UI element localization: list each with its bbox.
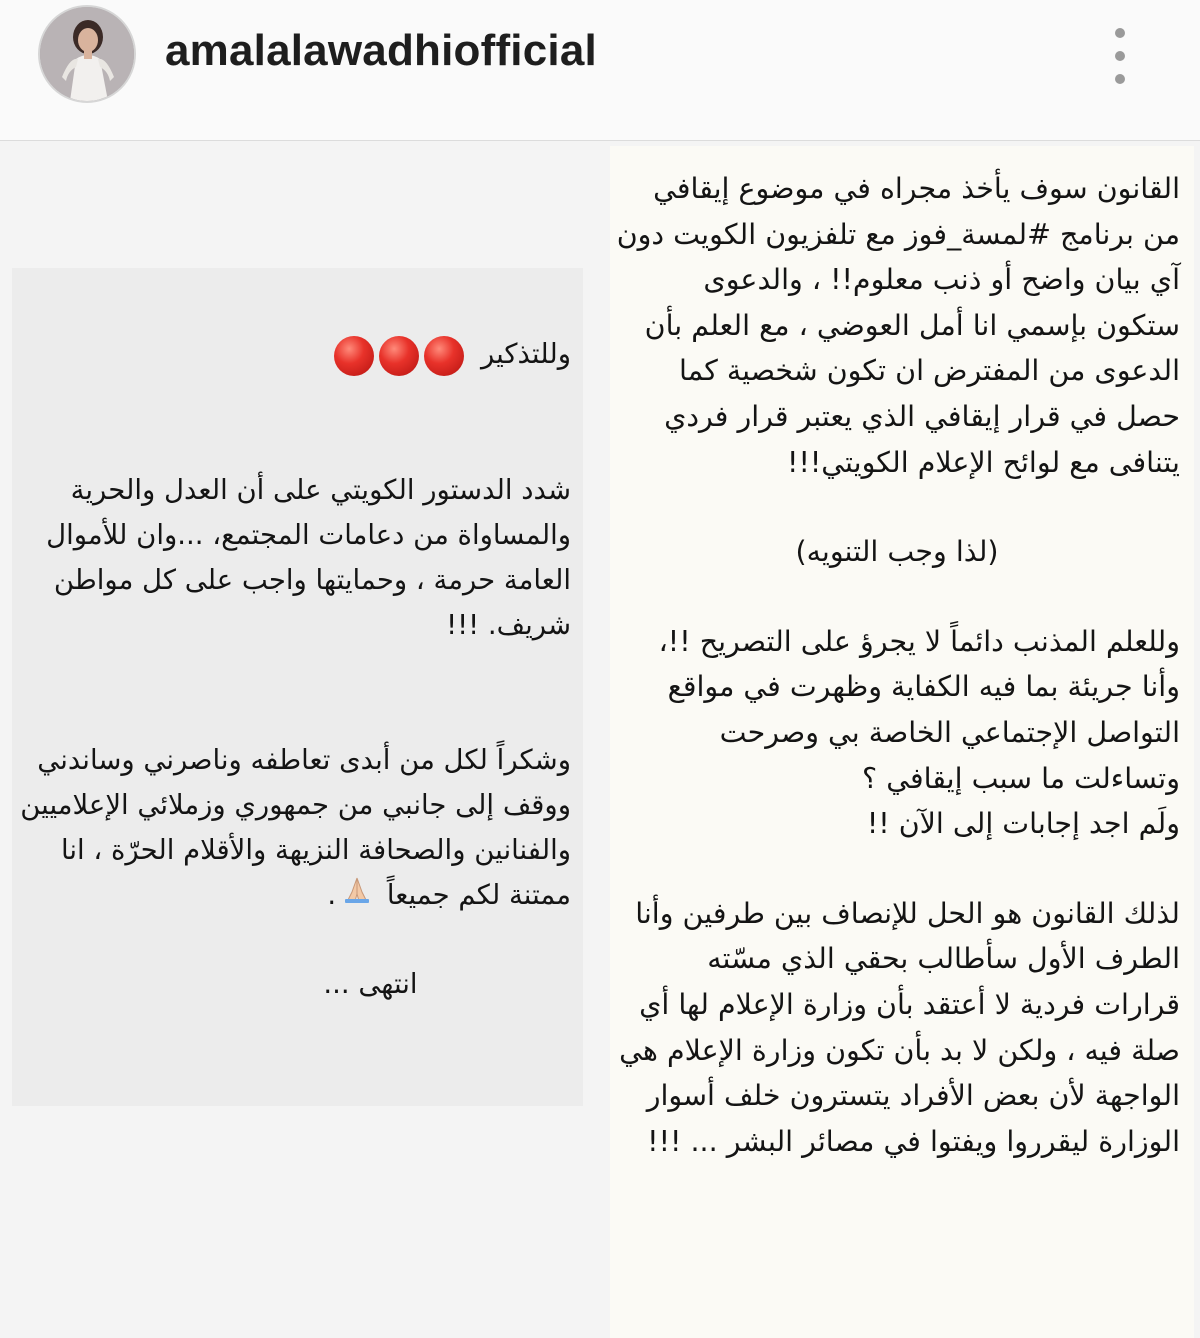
profile-photo-icon (40, 7, 134, 101)
end-text: انتهى ... (323, 968, 418, 1000)
left-note-panel (12, 268, 583, 1106)
constitution-paragraph: شدد الدستور الكويتي على أن العدل والحرية والمساواة من دعامات المجتمع، ...وان للأموال العامة حرمة ، وحمايتها واجب على كل مواطن شريف. !!! (46, 473, 571, 641)
thanks-text: وشكراً لكل من أبدى تعاطفه وناصرني وساندني ووقف إلى جانبي من جمهوري وزملائي الإعلاميين والفنانين والصحافة النزيهة والأقلام الحرّة ، انا ممتنة لكم جميعاً (20, 743, 571, 911)
thanks-paragraph (20, 738, 571, 919)
reminder-line (20, 332, 571, 378)
username[interactable]: amalalawadhiofficial (165, 26, 597, 75)
thanks-end: . (327, 878, 337, 911)
red-circles-icon (329, 333, 464, 378)
courage-paragraph: وللعلم المذنب دائماً لا يجرؤ على التصريح !!، وأنا جريئة بما فيه الكفاية وظهرت في مواقع التواصل الإجتماعي الخاصة بي وصرحت وتساءلت ما سبب إيقافي ؟ (658, 624, 1180, 795)
right-note-panel (610, 146, 1194, 1338)
reminder-label: وللتذكير (480, 338, 571, 370)
profile-avatar[interactable] (38, 5, 136, 103)
more-options-icon[interactable] (1104, 26, 1136, 86)
justice-paragraph: لذلك القانون هو الحل للإنصاف بين طرفين وأنا الطرف الأول سأطالب بحقي الذي مسّته قرارات فردية لا أعتقد بأن وزارة الإعلام لها أي صلة فيه ، ولكن لا بد بأن تكون وزارة الإعلام هي الواجهة لأن بعض الأفراد يتسترون خلف أسوار الوزارة ليقرروا ويفتوا في مصائر البشر ... !!! (619, 896, 1180, 1158)
notice-heading: (لذا وجب التنويه) (795, 535, 999, 569)
post-header (0, 0, 1200, 141)
no-answers-line: ولَم اجد إجابات إلى الآن !! (866, 807, 1180, 841)
law-paragraph: القانون سوف يأخذ مجراه في موضوع إيقافي من برنامج #لمسة_فوز مع تلفزيون الكويت دون آي بيان واضح أو ذنب معلوم!! ، والدعوى ستكون بإسمي انا أمل العوضي ، مع العلم بأن الدعوى من المفترض ان تكون شخصية كما حصل في قرار إيقافي الذي يعتبر قرار فردي يتنافى مع لوائح الإعلام الكويتي!!! (616, 172, 1180, 479)
post-image (0, 141, 1200, 1338)
folded-hands-icon (340, 873, 374, 918)
